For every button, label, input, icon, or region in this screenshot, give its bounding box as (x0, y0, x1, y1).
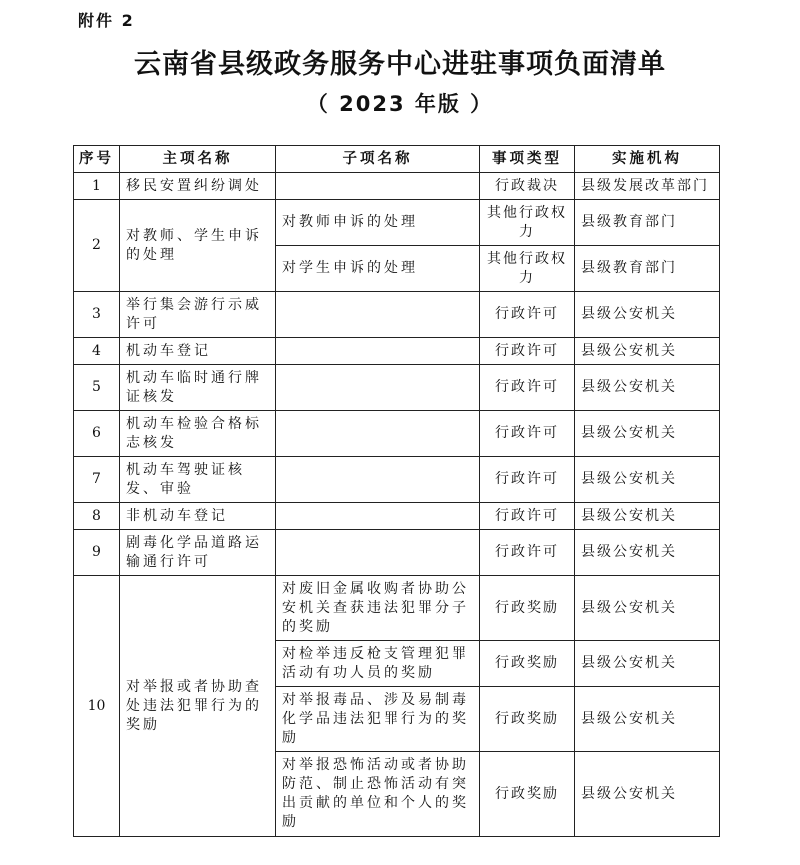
cell-no: 10 (74, 576, 120, 837)
cell-org: 县级公安机关 (575, 530, 720, 576)
table-row (74, 503, 720, 530)
cell-type: 行政许可 (480, 457, 575, 503)
table-row (74, 365, 720, 411)
cell-main: 机动车临时通行牌证核发 (120, 365, 276, 411)
cell-type: 行政许可 (480, 292, 575, 338)
page-title: 云南省县级政务服务中心进驻事项负面清单 (134, 49, 666, 80)
cell-sub: 对检举违反枪支管理犯罪活动有功人员的奖励 (276, 641, 480, 687)
cell-sub (276, 365, 480, 411)
cell-type: 其他行政权力 (480, 200, 575, 246)
table-row (74, 173, 720, 200)
cell-main: 移民安置纠纷调处 (120, 173, 276, 200)
cell-sub (276, 173, 480, 200)
cell-main: 机动车检验合格标志核发 (120, 411, 276, 457)
cell-org: 县级公安机关 (575, 503, 720, 530)
cell-no: 2 (74, 200, 120, 292)
cell-main: 机动车登记 (120, 338, 276, 365)
cell-sub: 对举报毒品、涉及易制毒化学品违法犯罪行为的奖励 (276, 687, 480, 752)
cell-no: 7 (74, 457, 120, 503)
cell-org: 县级公安机关 (575, 365, 720, 411)
cell-type: 行政许可 (480, 503, 575, 530)
cell-sub (276, 457, 480, 503)
cell-type: 行政裁决 (480, 173, 575, 200)
cell-no: 3 (74, 292, 120, 338)
page-subtitle: （ 2023 年版 ） (306, 92, 494, 116)
cell-org: 县级公安机关 (575, 411, 720, 457)
cell-sub: 对教师申诉的处理 (276, 200, 480, 246)
column-header-type: 事项类型 (480, 146, 575, 173)
cell-main: 剧毒化学品道路运输通行许可 (120, 530, 276, 576)
column-header-main: 主项名称 (120, 146, 276, 173)
table-row (74, 338, 720, 365)
cell-no: 8 (74, 503, 120, 530)
cell-main: 机动车驾驶证核发、审验 (120, 457, 276, 503)
table-row (74, 200, 720, 246)
column-header-no: 序号 (74, 146, 120, 173)
table-row (74, 411, 720, 457)
cell-no: 4 (74, 338, 120, 365)
cell-main: 对教师、学生申诉的处理 (120, 200, 276, 292)
cell-type: 行政许可 (480, 411, 575, 457)
cell-org: 县级教育部门 (575, 246, 720, 292)
cell-sub: 对废旧金属收购者协助公安机关查获违法犯罪分子的奖励 (276, 576, 480, 641)
column-header-sub: 子项名称 (276, 146, 480, 173)
cell-type: 行政奖励 (480, 687, 575, 752)
cell-main: 举行集会游行示威许可 (120, 292, 276, 338)
cell-sub (276, 411, 480, 457)
cell-type: 行政许可 (480, 530, 575, 576)
table-row (74, 576, 720, 641)
table-row (74, 292, 720, 338)
cell-main: 非机动车登记 (120, 503, 276, 530)
cell-sub: 对举报恐怖活动或者协助防范、制止恐怖活动有突出贡献的单位和个人的奖励 (276, 752, 480, 837)
cell-org: 县级教育部门 (575, 200, 720, 246)
cell-type: 行政许可 (480, 365, 575, 411)
attachment-label: 附件 2 (78, 11, 135, 30)
cell-sub (276, 338, 480, 365)
table-row (74, 530, 720, 576)
cell-no: 1 (74, 173, 120, 200)
cell-no: 6 (74, 411, 120, 457)
cell-type: 行政许可 (480, 338, 575, 365)
cell-no: 5 (74, 365, 120, 411)
cell-org: 县级公安机关 (575, 641, 720, 687)
cell-org: 县级公安机关 (575, 687, 720, 752)
cell-org: 县级公安机关 (575, 338, 720, 365)
cell-no: 9 (74, 530, 120, 576)
cell-org: 县级公安机关 (575, 292, 720, 338)
cell-sub (276, 503, 480, 530)
cell-main: 对举报或者协助查处违法犯罪行为的奖励 (120, 576, 276, 837)
cell-org: 县级公安机关 (575, 752, 720, 837)
table-header-row (74, 146, 720, 173)
cell-type: 行政奖励 (480, 576, 575, 641)
cell-org: 县级公安机关 (575, 576, 720, 641)
cell-sub: 对学生申诉的处理 (276, 246, 480, 292)
cell-type: 其他行政权力 (480, 246, 575, 292)
column-header-org: 实施机构 (575, 146, 720, 173)
cell-org: 县级发展改革部门 (575, 173, 720, 200)
cell-type: 行政奖励 (480, 641, 575, 687)
negative-list-table (73, 145, 720, 837)
cell-org: 县级公安机关 (575, 457, 720, 503)
table-row (74, 457, 720, 503)
cell-sub (276, 530, 480, 576)
cell-type: 行政奖励 (480, 752, 575, 837)
cell-sub (276, 292, 480, 338)
